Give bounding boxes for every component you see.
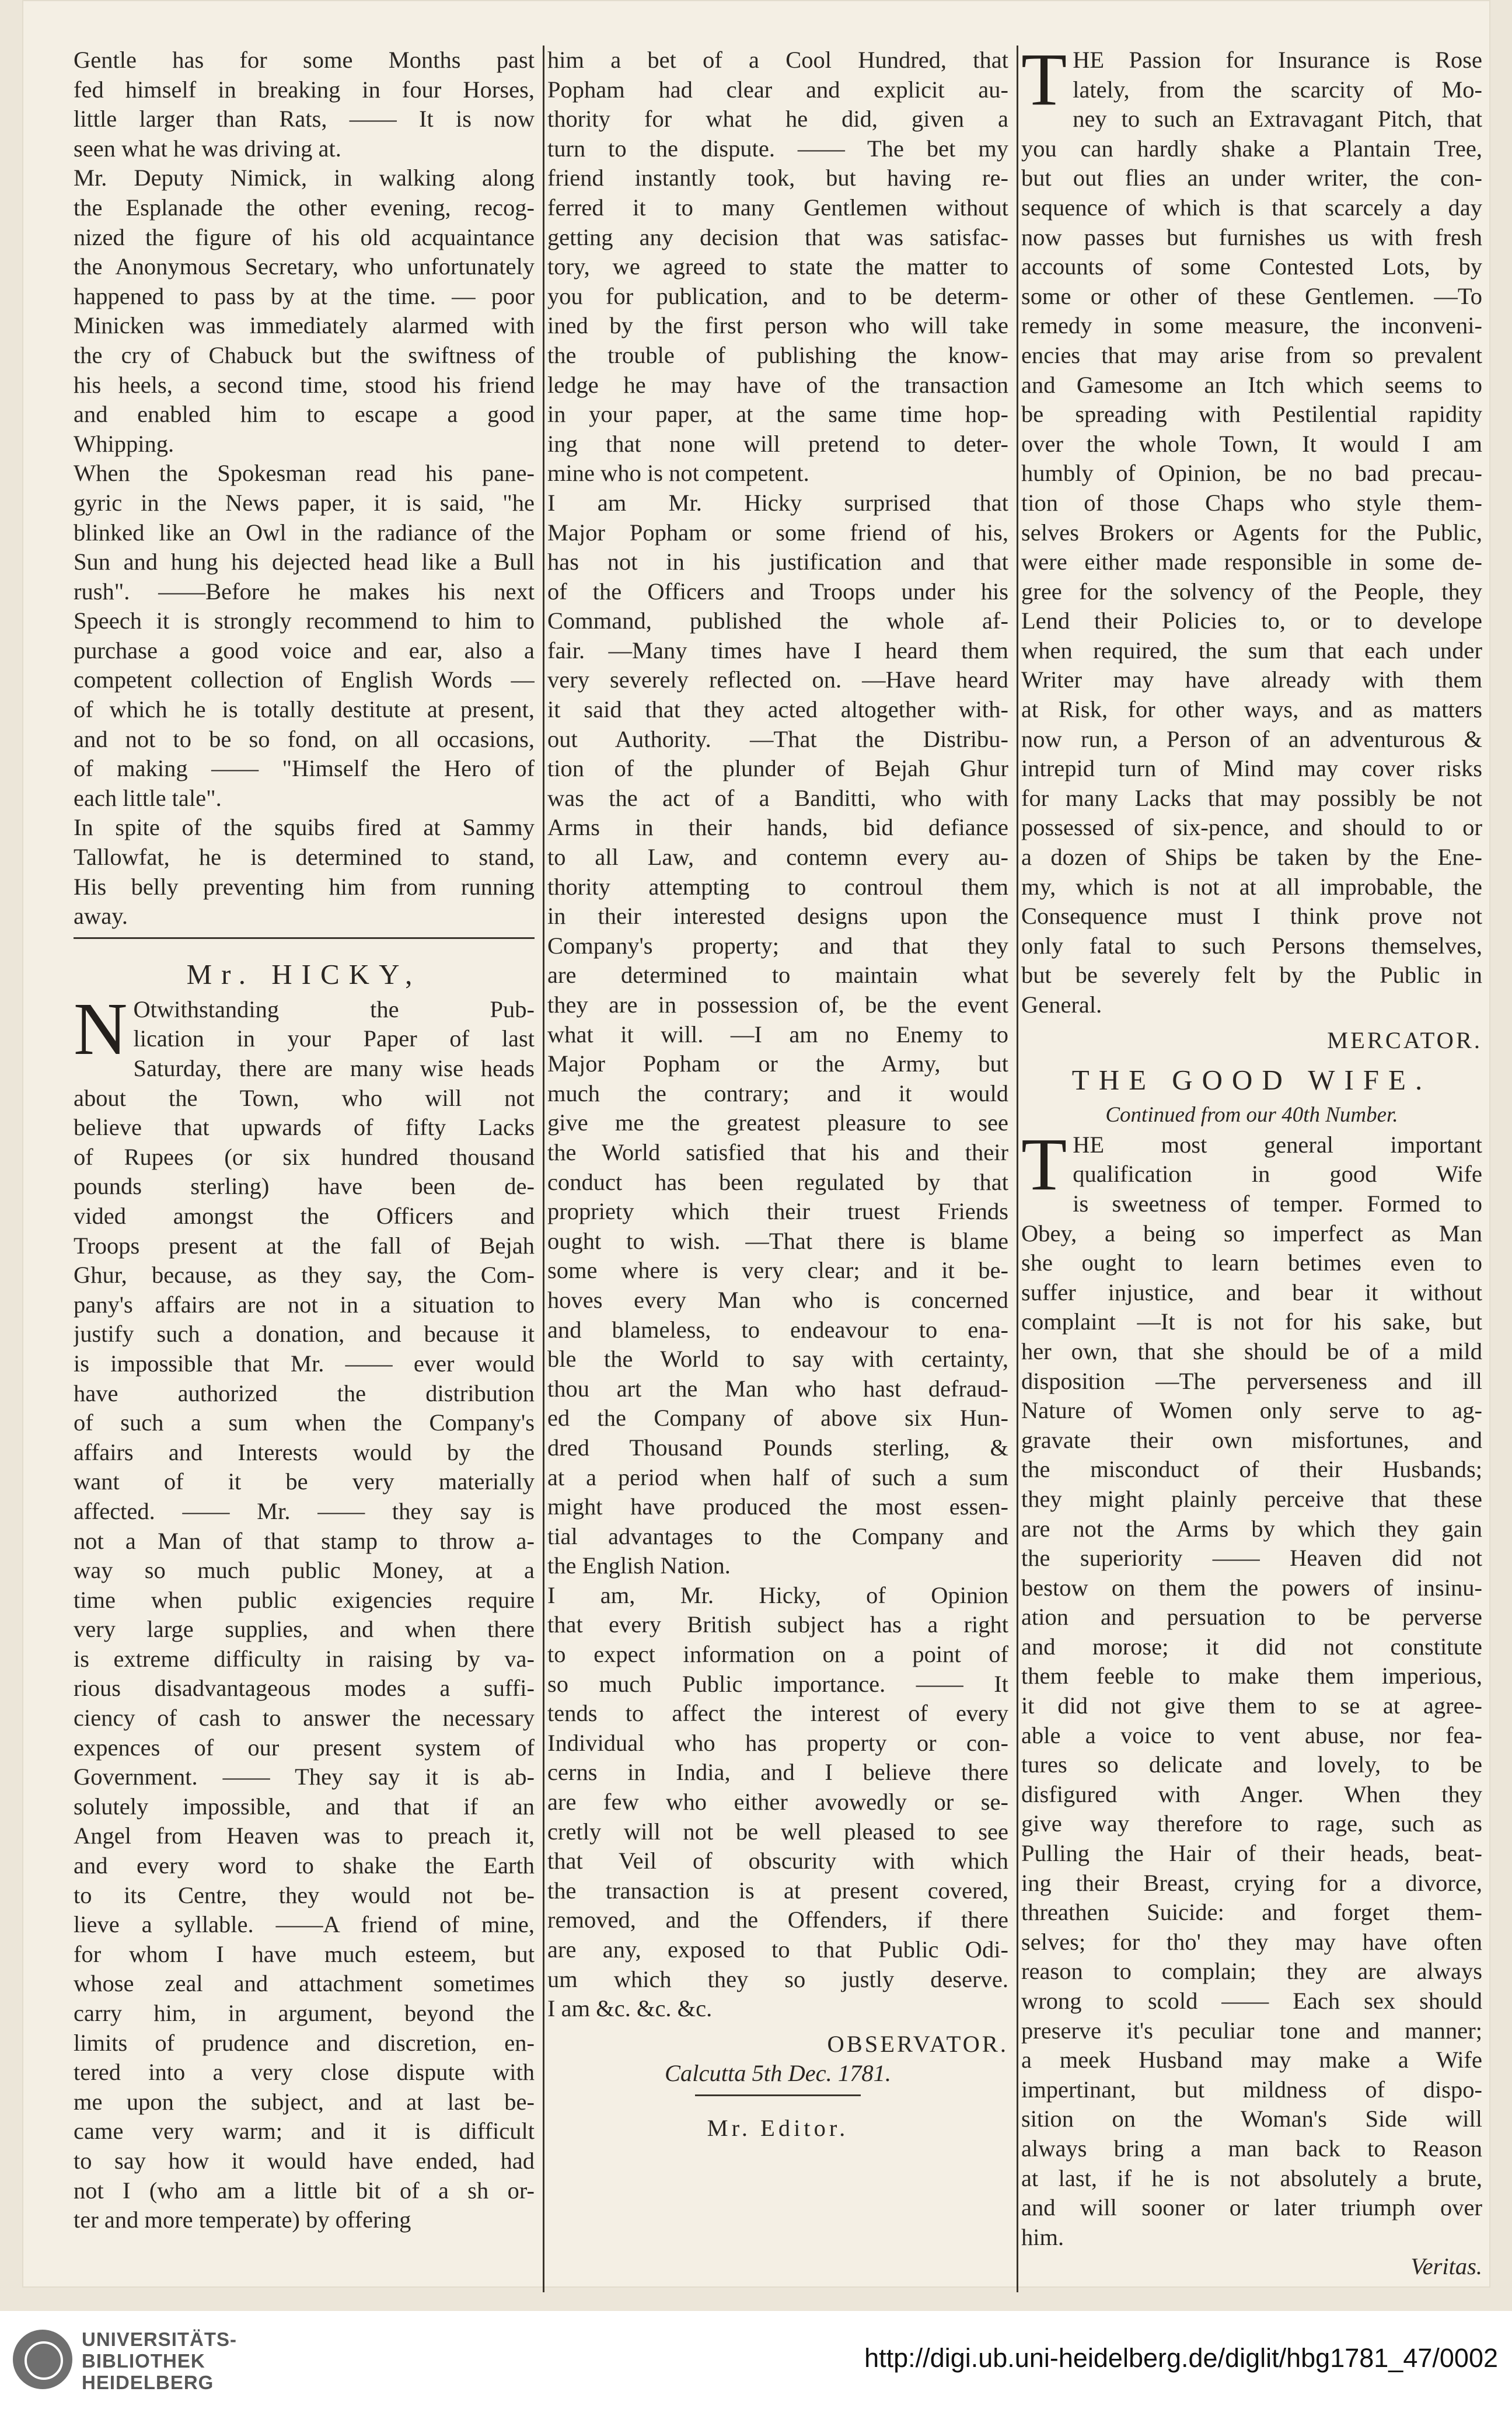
text-line: Troops present at the fall of Bejah bbox=[74, 1232, 535, 1259]
text-line: of Rupees (or six hundred thousand bbox=[74, 1143, 535, 1170]
text-line: ed the Company of above six Hun- bbox=[547, 1405, 1008, 1432]
letter-signature: MERCATOR. bbox=[1327, 1027, 1482, 1053]
text-line: mine who is not competent. bbox=[547, 460, 809, 487]
text-line: humbly of Opinion, be no bad precau- bbox=[1021, 460, 1482, 487]
text-line: fed himself in breaking in four Horses, bbox=[74, 76, 535, 103]
text-line: lately, from the scarcity of Mo- bbox=[1073, 76, 1482, 103]
text-line: encies that may arise from so prevalent bbox=[1021, 341, 1482, 368]
essay-heading: THE GOOD WIFE. bbox=[1071, 1064, 1432, 1097]
text-line: getting any decision that was satisfac- bbox=[547, 224, 1008, 250]
text-line: now run, a Person of an adventurous & bbox=[1021, 725, 1482, 752]
text-line: it did not give them to se at agree- bbox=[1021, 1692, 1482, 1719]
text-line: vided amongst the Officers and bbox=[74, 1202, 535, 1229]
letter-heading: Mr. HICKY, bbox=[186, 958, 422, 990]
text-line: propriety which their truest Friends bbox=[547, 1198, 1008, 1225]
text-line: of such a sum when the Company's bbox=[74, 1409, 535, 1436]
text-line: at Risk, for other ways, and as matters bbox=[1021, 696, 1482, 723]
text-line: solutely impossible, and that if an bbox=[74, 1793, 535, 1820]
text-line: Saturday, there are many wise heads bbox=[133, 1055, 535, 1081]
text-line: want of it be very materially bbox=[74, 1468, 535, 1495]
text-line: each little tale". bbox=[74, 784, 222, 811]
text-line: I am, Mr. Hicky, of Opinion bbox=[547, 1581, 1008, 1608]
text-line: be spreading with Pestilential rapidity bbox=[1021, 401, 1482, 428]
text-line: sequence of which is that scarcely a day bbox=[1021, 194, 1482, 221]
text-line: bestow on them the powers of insinu- bbox=[1021, 1574, 1482, 1601]
text-line: affected. —— Mr. —— they say is bbox=[74, 1497, 535, 1524]
text-line: thou art the Man who hast defraud- bbox=[547, 1375, 1008, 1402]
text-line: is sweetness of temper. Formed to bbox=[1073, 1190, 1482, 1217]
text-line: might have produced the most essen- bbox=[547, 1493, 1008, 1520]
text-line: gyric in the News paper, it is said, "he bbox=[74, 489, 535, 516]
text-line: the Anonymous Secretary, who unfortunately bbox=[74, 253, 535, 280]
text-line: rious disadvantageous modes a suffi- bbox=[74, 1675, 535, 1702]
text-line: in their interested designs upon the bbox=[547, 903, 1008, 930]
library-logo bbox=[13, 2328, 258, 2398]
text-line: gravate their own misfortunes, and bbox=[1021, 1426, 1482, 1453]
text-line: ation and persuation to be perverse bbox=[1021, 1604, 1482, 1631]
section-divider bbox=[695, 2094, 861, 2107]
text-line: Consequence must I think prove not bbox=[1021, 903, 1482, 930]
library-name bbox=[82, 2328, 237, 2393]
text-line: selves; for tho' they may have often bbox=[1021, 1928, 1482, 1955]
text-line: give way therefore to rage, such as bbox=[1021, 1810, 1482, 1837]
text-line: disfigured with Anger. When they bbox=[1021, 1780, 1482, 1807]
text-line: fair. —Many times have I heard them bbox=[547, 637, 1008, 664]
text-line: tion of those Chaps who style them- bbox=[1021, 489, 1482, 516]
text-line: limits of prudence and discretion, en- bbox=[74, 2029, 535, 2056]
text-line: him. bbox=[1021, 2223, 1064, 2250]
text-line: is extreme difficulty in raising by va- bbox=[74, 1645, 535, 1672]
text-line: pany's affairs are not in a situation to bbox=[74, 1291, 535, 1318]
text-line: Lend their Policies to, or to develope bbox=[1021, 608, 1482, 634]
text-line: very large supplies, and when there bbox=[74, 1616, 535, 1643]
library-footer bbox=[0, 2311, 1512, 2409]
text-line: out Authority. —That the Distribu- bbox=[547, 725, 1008, 752]
text-line: a meek Husband may make a Wife bbox=[1021, 2047, 1482, 2073]
text-line: justify such a donation, and because it bbox=[74, 1321, 535, 1347]
text-line: removed, and the Offenders, if there bbox=[547, 1907, 1008, 1933]
text-line: expences of our present system of bbox=[74, 1734, 535, 1761]
text-line: they might plainly perceive that these bbox=[1021, 1485, 1482, 1512]
text-line: of the Officers and Troops under his bbox=[547, 578, 1008, 605]
text-line: thority attempting to controul them bbox=[547, 873, 1008, 900]
drop-cap: T bbox=[1021, 38, 1067, 121]
text-line: that every British subject has a right bbox=[547, 1611, 1008, 1638]
text-line: are not the Arms by which they gain bbox=[1021, 1515, 1482, 1542]
text-line: the misconduct of their Husbands; bbox=[1021, 1456, 1482, 1483]
text-line: competent collection of English Words — bbox=[74, 666, 535, 693]
text-line: ined by the first person who will take bbox=[547, 312, 1008, 339]
text-line: away. bbox=[74, 903, 128, 930]
text-line: gree for the solvency of the People, they bbox=[1021, 578, 1482, 605]
text-line: whose zeal and attachment sometimes bbox=[74, 1970, 535, 1997]
text-line: for many Lacks that may possibly be not bbox=[1021, 784, 1482, 811]
text-line: some where is very clear; and it be- bbox=[547, 1257, 1008, 1284]
text-line: for whom I have much esteem, but bbox=[74, 1940, 535, 1967]
text-line: his heels, a second time, stood his friend bbox=[74, 371, 535, 398]
text-line: a dozen of Ships be taken by the Ene- bbox=[1021, 844, 1482, 871]
text-line: she ought to learn betimes even to bbox=[1021, 1249, 1482, 1276]
column-right bbox=[1021, 38, 1482, 2282]
text-line: Company's property; and that they bbox=[547, 932, 1008, 959]
text-line: have authorized the distribution bbox=[74, 1380, 535, 1406]
text-line: Major Popham or some friend of his, bbox=[547, 519, 1008, 546]
text-line: blinked like an Owl in the radiance of the bbox=[74, 519, 535, 546]
text-line: Writer may have already with them bbox=[1021, 666, 1482, 693]
text-line: way so much public Money, at a bbox=[74, 1557, 535, 1584]
text-line: tial advantages to the Company and bbox=[547, 1523, 1008, 1549]
text-line: impertinant, but mildness of dispo- bbox=[1021, 2076, 1482, 2103]
letter-dateline: Calcutta 5th Dec. 1781. bbox=[664, 2060, 892, 2087]
text-line: to its Centre, they would not be- bbox=[74, 1881, 535, 1908]
text-line: what it will. —I am no Enemy to bbox=[547, 1021, 1008, 1048]
text-line: when required, the sum that each under bbox=[1021, 637, 1482, 664]
text-line: disposition —The perverseness and ill bbox=[1021, 1367, 1482, 1394]
text-line: Pulling the Hair of their heads, beat- bbox=[1021, 1840, 1482, 1867]
text-line: now passes but furnishes us with fresh bbox=[1021, 224, 1482, 250]
text-line: able a voice to vent abuse, nor fea- bbox=[1021, 1722, 1482, 1748]
text-line: in your paper, at the same time hop- bbox=[547, 401, 1008, 428]
text-line: ter and more temperate) by offering bbox=[74, 2206, 411, 2233]
text-line: tends to affect the interest of every bbox=[547, 1700, 1008, 1727]
text-line: tory, we agreed to state the matter to bbox=[547, 253, 1008, 280]
text-line: cretly will not be well pleased to see bbox=[547, 1818, 1008, 1845]
text-line: not I (who am a little bit of a sh or- bbox=[74, 2177, 535, 2204]
text-line: sition on the Woman's Side will bbox=[1021, 2106, 1482, 2132]
column-rule bbox=[543, 46, 544, 2292]
text-line: Arms in their hands, bid defiance bbox=[547, 814, 1008, 841]
text-line: them feeble to make them imperious, bbox=[1021, 1663, 1482, 1689]
text-line: ble the World to say with certainty, bbox=[547, 1346, 1008, 1373]
text-line: some or other of these Gentlemen. —To bbox=[1021, 282, 1482, 309]
text-line: Whipping. bbox=[74, 430, 174, 457]
text-line: I am &c. &c. &c. bbox=[547, 1995, 713, 2022]
text-line: about the Town, who will not bbox=[74, 1084, 535, 1111]
text-line: has not in his justification and that bbox=[547, 549, 1008, 575]
text-line: believe that upwards of fifty Lacks bbox=[74, 1114, 535, 1141]
text-line: When the Spokesman read his pane- bbox=[74, 460, 535, 487]
text-line: only fatal to such Persons themselves, bbox=[1021, 932, 1482, 959]
drop-cap: N bbox=[74, 987, 128, 1070]
text-line: and every word to shake the Earth bbox=[74, 1852, 535, 1879]
text-line: General. bbox=[1021, 991, 1102, 1018]
letter-body bbox=[74, 987, 535, 2235]
text-line: are any, exposed to that Public Odi- bbox=[547, 1936, 1008, 1963]
column-left bbox=[74, 46, 535, 2235]
text-line: carry him, in argument, beyond the bbox=[74, 2000, 535, 2026]
text-line: rush". ——Before he makes his next bbox=[74, 578, 535, 605]
text-line: Command, published the whole af- bbox=[547, 608, 1008, 634]
text-line: tion of the plunder of Bejah Ghur bbox=[547, 755, 1008, 782]
text-line: the superiority —— Heaven did not bbox=[1021, 1545, 1482, 1572]
text-line: threathen Suicide: and forget them- bbox=[1021, 1899, 1482, 1926]
text-line: ing their Breast, crying for a divorce, bbox=[1021, 1869, 1482, 1896]
text-line: over the whole Town, It would I am bbox=[1021, 430, 1482, 457]
text-line: Mr. Deputy Nimick, in walking along bbox=[74, 165, 535, 191]
essay-body bbox=[1021, 1122, 1482, 2253]
text-line: lication in your Paper of last bbox=[133, 1025, 535, 1052]
essay-subheading: Continued from our 40th Number. bbox=[1105, 1103, 1398, 1127]
text-line: affairs and Interests would by the bbox=[74, 1439, 535, 1465]
text-line: to say how it would have ended, had bbox=[74, 2147, 535, 2174]
text-line: ciency of cash to answer the necessary bbox=[74, 1705, 535, 1731]
text-line: ought to wish. —That there is blame bbox=[547, 1227, 1008, 1254]
text-line: Angel from Heaven was to preach it, bbox=[74, 1823, 535, 1849]
drop-cap: T bbox=[1021, 1122, 1067, 1206]
text-line: it said that they acted altogether with- bbox=[547, 696, 1008, 723]
text-line: ferred it to many Gentlemen without bbox=[547, 194, 1008, 221]
text-line: Nature of Women only serve to ag- bbox=[1021, 1397, 1482, 1424]
text-line: purchase a good voice and ear, also a bbox=[74, 637, 535, 664]
text-line: intrepid turn of Mind may cover risks bbox=[1021, 755, 1482, 782]
gossip-paragraphs bbox=[74, 46, 535, 931]
text-line: me upon the subject, and at last be- bbox=[74, 2088, 535, 2115]
text-line: happened to pass by at the time. — poor bbox=[74, 282, 535, 309]
text-line: complaint —It is not for his sake, but bbox=[1021, 1308, 1482, 1335]
essay-signature: Veritas. bbox=[1410, 2253, 1482, 2280]
text-line: turn to the dispute. —— The bet my bbox=[547, 135, 1008, 162]
text-line: and morose; it did not constitute bbox=[1021, 1633, 1482, 1660]
text-line: possessed of six-pence, and should to or bbox=[1021, 814, 1482, 841]
text-line: her own, that she should be of a mild bbox=[1021, 1338, 1482, 1364]
text-line: time when public exigencies require bbox=[74, 1586, 535, 1613]
next-letter-heading: Mr. Editor. bbox=[707, 2114, 849, 2141]
text-line: Gentle has for some Months past bbox=[74, 47, 535, 73]
text-line: at a period when half of such a sum bbox=[547, 1464, 1008, 1490]
text-line: In spite of the squibs fired at Sammy bbox=[74, 814, 535, 841]
text-line: of which he is totally destitute at present, bbox=[74, 696, 535, 723]
text-line: tures so delicate and lovely, to be bbox=[1021, 1751, 1482, 1778]
text-line: are few who either avowedly or se- bbox=[547, 1789, 1008, 1816]
column-middle bbox=[547, 46, 1008, 2143]
text-line: hoves every Man who is concerned bbox=[547, 1286, 1008, 1313]
text-line: Sun and hung his dejected head like a Bull bbox=[74, 549, 535, 575]
letter-continuation bbox=[547, 46, 1008, 2024]
text-line: little larger than Rats, —— It is now bbox=[74, 106, 535, 132]
text-line: nized the figure of his old acquaintance bbox=[74, 224, 535, 250]
logo-line: HEIDELBERG bbox=[82, 2372, 214, 2393]
text-line: is impossible that Mr. —— ever would bbox=[74, 1350, 535, 1377]
text-line: thority for what he did, given a bbox=[547, 106, 1008, 132]
text-line: Popham had clear and explicit au- bbox=[547, 76, 1008, 103]
text-line: HE most general important bbox=[1073, 1131, 1482, 1158]
text-line: much the contrary; and it would bbox=[547, 1080, 1008, 1106]
text-line: Tallowfat, he is determined to stand, bbox=[74, 844, 535, 871]
text-line: of making —— "Himself the Hero of bbox=[74, 755, 535, 782]
text-line: remedy in some measure, the inconveni- bbox=[1021, 312, 1482, 339]
text-line: cerns in India, and I believe there bbox=[547, 1759, 1008, 1786]
text-line: Individual who has property or con- bbox=[547, 1729, 1008, 1756]
text-line: at last, if he is not absolutely a brute, bbox=[1021, 2164, 1482, 2191]
text-line: were either made responsible in some de- bbox=[1021, 549, 1482, 575]
text-line: Major Popham or the Army, but bbox=[547, 1050, 1008, 1077]
text-line: him a bet of a Cool Hundred, that bbox=[547, 47, 1008, 73]
text-line: you for publication, and to be determ- bbox=[547, 282, 1008, 309]
text-line: HE Passion for Insurance is Rose bbox=[1073, 47, 1482, 73]
text-line: very severely reflected on. —Have heard bbox=[547, 666, 1008, 693]
newspaper-page bbox=[22, 0, 1490, 2288]
column-rule bbox=[1017, 46, 1018, 2292]
text-line: ledge he may have of the transaction bbox=[547, 371, 1008, 398]
text-line: preserve it's peculiar tone and manner; bbox=[1021, 2017, 1482, 2044]
text-line: Obey, a being so imperfect as Man bbox=[1021, 1220, 1482, 1247]
text-line: the English Nation. bbox=[547, 1552, 731, 1579]
text-line: selves Brokers or Agents for the Public, bbox=[1021, 519, 1482, 546]
text-line: so much Public importance. —— It bbox=[547, 1670, 1008, 1697]
text-line: dred Thousand Pounds sterling, & bbox=[547, 1434, 1008, 1461]
text-line: the cry of Chabuck but the swiftness of bbox=[74, 341, 535, 368]
text-line: suffer injustice, and bear it without bbox=[1021, 1279, 1482, 1305]
text-line: wrong to scold —— Each sex should bbox=[1021, 1988, 1482, 2014]
text-line: was the act of a Banditti, who with bbox=[547, 784, 1008, 811]
text-line: the trouble of publishing the know- bbox=[547, 341, 1008, 368]
letter-signature: OBSERVATOR. bbox=[827, 2030, 1008, 2057]
text-line: Ghur, because, as they say, the Com- bbox=[74, 1262, 535, 1289]
text-line: my, which is not at all improbable, the bbox=[1021, 873, 1482, 900]
text-line: pounds sterling) have been de- bbox=[74, 1173, 535, 1200]
text-line: friend instantly took, but having re- bbox=[547, 165, 1008, 191]
text-line: the World satisfied that his and their bbox=[547, 1139, 1008, 1165]
text-line: to all Law, and contemn every au- bbox=[547, 844, 1008, 871]
text-line: came very warm; and it is difficult bbox=[74, 2118, 535, 2145]
insurance-letter bbox=[1021, 38, 1482, 1020]
text-line: accounts of some Contested Lots, by bbox=[1021, 253, 1482, 280]
section-divider bbox=[74, 937, 535, 949]
text-line: ing that none will pretend to deter- bbox=[547, 430, 1008, 457]
logo-line: BIBLIOTHEK bbox=[82, 2350, 205, 2372]
text-line: Speech it is strongly recommend to him to bbox=[74, 608, 535, 634]
text-line: and not to be so fond, on all occasions, bbox=[74, 725, 535, 752]
text-line: the transaction is at present covered, bbox=[547, 1877, 1008, 1904]
text-line: I am Mr. Hicky surprised that bbox=[547, 489, 1008, 516]
text-line: um which they so justly deserve. bbox=[547, 1965, 1008, 1992]
text-line: but be severely felt by the Public in bbox=[1021, 962, 1482, 989]
text-line: they are in possession of, be the event bbox=[547, 991, 1008, 1018]
text-line: ney to such an Extravagant Pitch, that bbox=[1073, 106, 1482, 132]
text-line: always bring a man back to Reason bbox=[1021, 2135, 1482, 2162]
text-line: qualification in good Wife bbox=[1073, 1161, 1482, 1188]
text-line: lieve a syllable. ——A friend of mine, bbox=[74, 1911, 535, 1938]
text-line: Government. —— They say it is ab- bbox=[74, 1764, 535, 1790]
text-line: not a Man of that stamp to throw a- bbox=[74, 1527, 535, 1554]
text-line: to expect information on a point of bbox=[547, 1641, 1008, 1668]
text-line: and will sooner or later triumph over bbox=[1021, 2194, 1482, 2221]
text-line: that Veil of obscurity with which bbox=[547, 1848, 1008, 1874]
text-line: and enabled him to escape a good bbox=[74, 401, 535, 428]
text-line: reason to complain; they are always bbox=[1021, 1958, 1482, 1985]
text-line: you can hardly shake a Plantain Tree, bbox=[1021, 135, 1482, 162]
text-line: conduct has been regulated by that bbox=[547, 1168, 1008, 1195]
text-line: Minicken was immediately alarmed with bbox=[74, 312, 535, 339]
text-line: His belly preventing him from running bbox=[74, 873, 535, 900]
text-line: tered into a very close dispute with bbox=[74, 2059, 535, 2086]
text-line: the Esplanade the other evening, recog- bbox=[74, 194, 535, 221]
text-line: and blameless, to endeavour to ena- bbox=[547, 1316, 1008, 1343]
seal-icon bbox=[13, 2330, 72, 2389]
text-line: are determined to maintain what bbox=[547, 962, 1008, 989]
permalink-url[interactable]: http://digi.ub.uni-heidelberg.de/diglit/hbg1781_47/0002 bbox=[864, 2343, 1498, 2373]
text-line: give me the greatest pleasure to see bbox=[547, 1109, 1008, 1136]
text-line: and Gamesome an Itch which seems to bbox=[1021, 371, 1482, 398]
text-line: Otwithstanding the Pub- bbox=[133, 996, 535, 1022]
logo-line: UNIVERSITÄTS- bbox=[82, 2328, 238, 2350]
text-line: seen what he was driving at. bbox=[74, 135, 341, 162]
text-line: but out flies an under writer, the con- bbox=[1021, 165, 1482, 191]
